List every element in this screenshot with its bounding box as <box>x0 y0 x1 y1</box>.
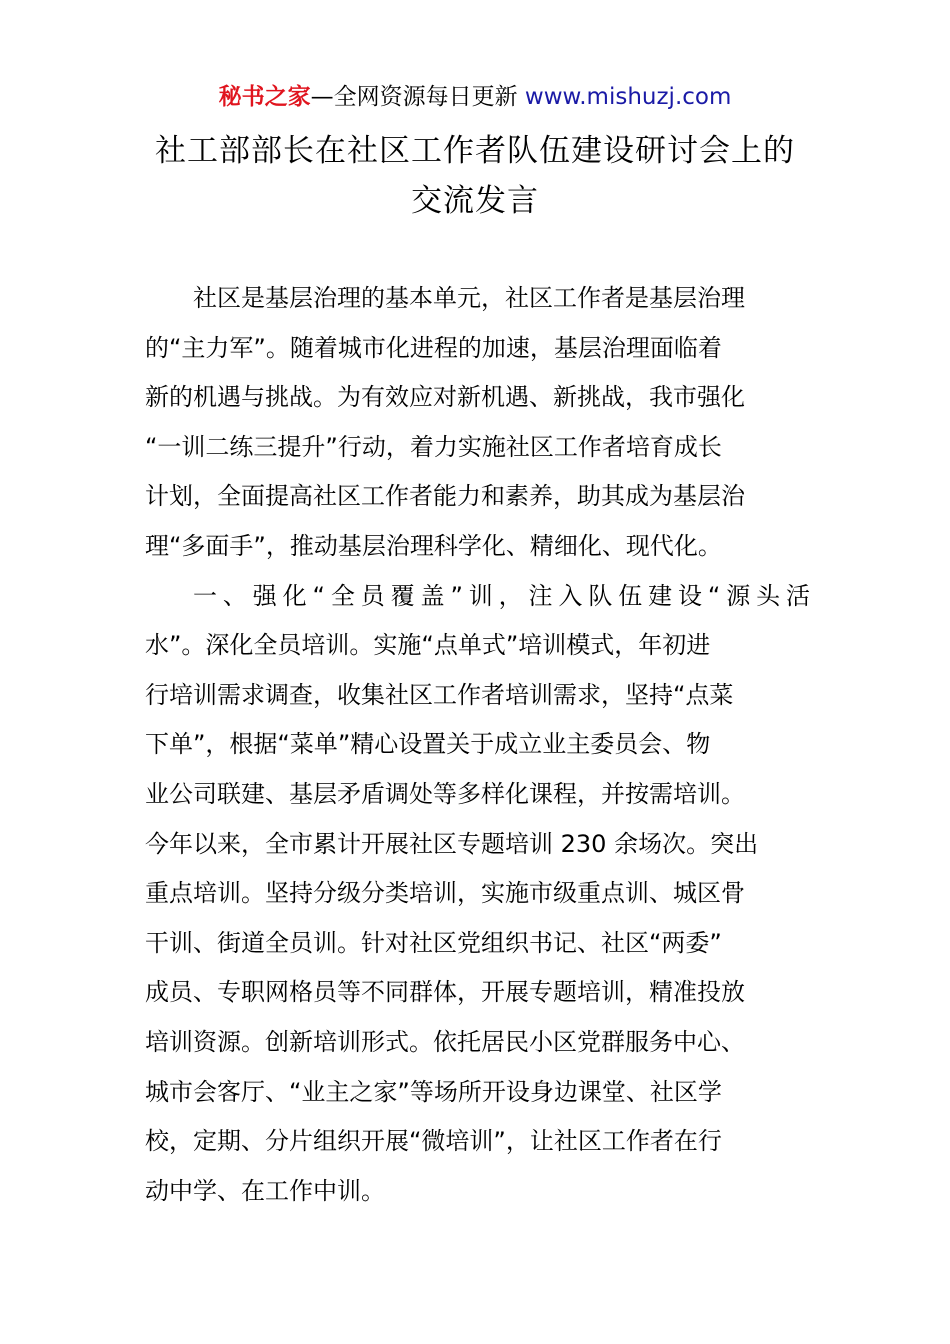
body-line: 今年以来，全市累计开展社区专题培训 230 余场次。突出 <box>145 829 759 858</box>
body-line: 理“多面手”，推动基层治理科学化、精细化、现代化。 <box>145 531 722 560</box>
document-title <box>100 126 850 226</box>
body-line: “一训二练三提升”行动，着力实施社区工作者培育成长 <box>145 432 722 461</box>
header-slogan: —全网资源每日更新 <box>310 84 518 110</box>
body-line: 水”。深化全员培训。实施“点单式”培训模式，年初进 <box>145 631 711 660</box>
body-line: 干训、街道全员训。针对社区党组织书记、社区“两委” <box>145 928 722 957</box>
body-line: 一、强化“全员覆盖”训，注入队伍建设“源头活 <box>193 581 810 610</box>
site-url-link[interactable]: www.mishuzj.com <box>524 84 732 110</box>
body-line: 动中学、在工作中训。 <box>145 1176 385 1205</box>
body-line: 下单”，根据“菜单”精心设置关于成立业主委员会、物 <box>145 730 711 759</box>
brand-name: 秘书之家 <box>218 84 311 110</box>
title-line-2: 交流发言 <box>411 183 539 219</box>
body-line: 社区是基层治理的基本单元，社区工作者是基层治理 <box>193 284 745 312</box>
body-line: 成员、专职网格员等不同群体，开展专题培训，精准投放 <box>145 978 745 1007</box>
body-line: 培训资源。创新培训形式。依托居民小区党群服务中心、 <box>145 1027 745 1056</box>
body-line: 重点培训。坚持分级分类培训，实施市级重点训、城区骨 <box>145 879 745 908</box>
body-line: 校，定期、分片组织开展“微培训”，让社区工作者在行 <box>145 1127 722 1156</box>
body-line: 的“主力军”。随着城市化进程的加速，基层治理面临着 <box>145 333 722 362</box>
body-line: 新的机遇与挑战。为有效应对新机遇、新挑战，我市强化 <box>145 383 745 412</box>
site-header <box>0 80 950 114</box>
document-body <box>145 274 810 1216</box>
body-line: 行培训需求调查，收集社区工作者培训需求，坚持“点菜 <box>145 680 734 709</box>
body-line: 城市会客厅、“业主之家”等场所开设身边课堂、社区学 <box>145 1077 722 1106</box>
body-line: 业公司联建、基层矛盾调处等多样化课程，并按需培训。 <box>145 779 745 808</box>
body-line: 计划，全面提高社区工作者能力和素养，助其成为基层治 <box>145 482 745 511</box>
title-line-1: 社工部部长在社区工作者队伍建设研讨会上的 <box>155 133 795 169</box>
